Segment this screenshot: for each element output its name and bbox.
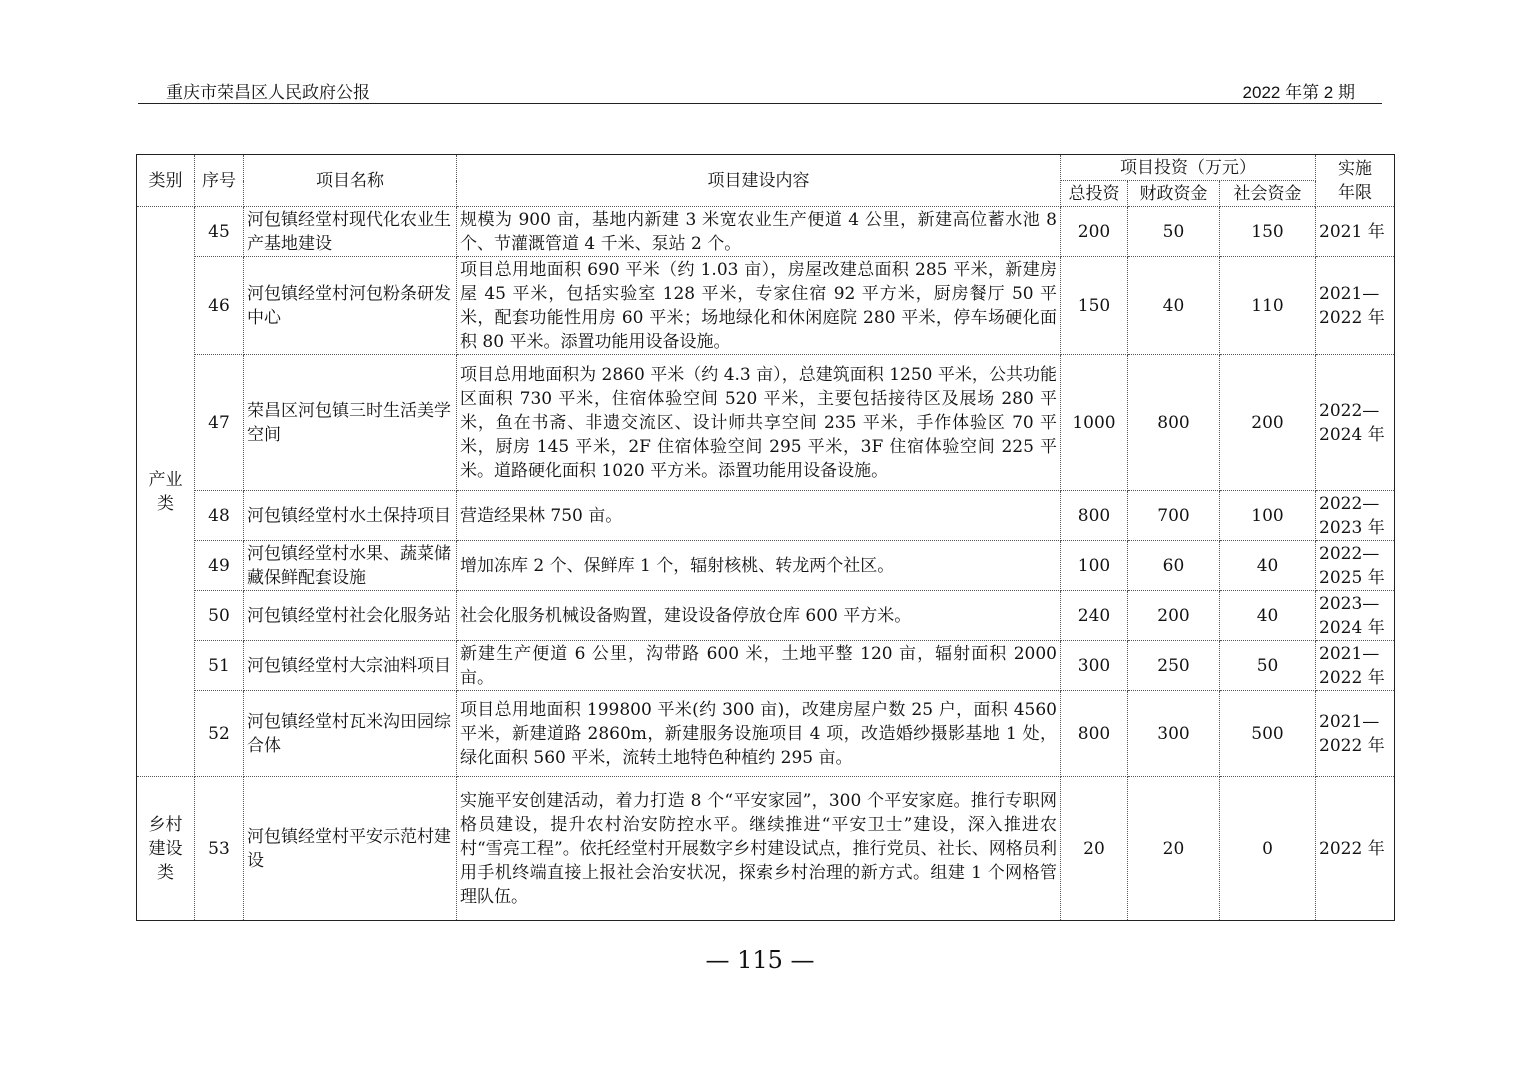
total-investment: 800 <box>1061 691 1128 777</box>
table-body <box>137 207 1395 921</box>
social-funds: 0 <box>1220 777 1316 921</box>
header-rule <box>138 103 1382 104</box>
social-funds: 110 <box>1220 257 1316 355</box>
fiscal-funds: 200 <box>1128 591 1220 641</box>
project-content: 项目总用地面积为 2860 平米（约 4.3 亩），总建筑面积 1250 平米，公共功能区面积 730 平米，住宿体验空间 520 平米，主要包括接待区及展场 280 平米，鱼在书斋、非遗交流区、设计师共享空间 235 平米，手作体验区 70 平米，厨房 145 平米，2F 住宿体验空间 295 平米，3F 住宿体验空间 225 平米。道路硬化面积 1020 平方米。添置功能用设备设施。 <box>457 355 1061 491</box>
header-investment: 项目投资（万元） <box>1061 155 1316 181</box>
project-content: 项目总用地面积 690 平米（约 1.03 亩），房屋改建总面积 285 平米，新建房屋 45 平米，包括实验室 128 平米，专家住宿 92 平方米，厨房餐厅 50 平米，配套功能性用房 60 平米；场地绿化和休闲庭院 280 平米，停车场硬化面积 80 平米。添置功能用设备设施。 <box>457 257 1061 355</box>
project-name: 荣昌区河包镇三时生活美学空间 <box>244 355 457 491</box>
table-row <box>137 777 1395 921</box>
table-row <box>137 641 1395 691</box>
header-number: 序号 <box>195 155 244 207</box>
project-name: 河包镇经堂村水果、蔬菜储藏保鲜配套设施 <box>244 541 457 591</box>
row-number: 52 <box>195 691 244 777</box>
total-investment: 1000 <box>1061 355 1128 491</box>
row-number: 48 <box>195 491 244 541</box>
row-number: 49 <box>195 541 244 591</box>
fiscal-funds: 40 <box>1128 257 1220 355</box>
row-number: 50 <box>195 591 244 641</box>
row-number: 47 <box>195 355 244 491</box>
category-cell: 产业类 <box>137 207 195 777</box>
fiscal-funds: 250 <box>1128 641 1220 691</box>
social-funds: 200 <box>1220 355 1316 491</box>
implementation-period: 2022—2024 年 <box>1316 355 1395 491</box>
category-cell: 乡村建设类 <box>137 777 195 921</box>
project-name: 河包镇经堂村瓦米沟田园综合体 <box>244 691 457 777</box>
fiscal-funds: 60 <box>1128 541 1220 591</box>
header-period: 实施年限 <box>1316 155 1395 207</box>
project-name: 河包镇经堂村大宗油料项目 <box>244 641 457 691</box>
project-content: 社会化服务机械设备购置，建设设备停放仓库 600 平方米。 <box>457 591 1061 641</box>
fiscal-funds: 700 <box>1128 491 1220 541</box>
social-funds: 40 <box>1220 541 1316 591</box>
implementation-period: 2021—2022 年 <box>1316 641 1395 691</box>
table-row <box>137 491 1395 541</box>
implementation-period: 2021—2022 年 <box>1316 257 1395 355</box>
header-category: 类别 <box>137 155 195 207</box>
project-content: 实施平安创建活动，着力打造 8 个“平安家园”，300 个平安家庭。推行专职网格员建设，提升农村治安防控水平。继续推进“平安卫士”建设，深入推进农村“雪亮工程”。依托经堂村开展数字乡村建设试点，推行党员、社长、网格员利用手机终端直接上报社会治安状况，探索乡村治理的新方式。组建 1 个网格管理队伍。 <box>457 777 1061 921</box>
header-name: 项目名称 <box>244 155 457 207</box>
project-content: 新建生产便道 6 公里，沟带路 600 米，土地平整 120 亩，辐射面积 2000 亩。 <box>457 641 1061 691</box>
project-content: 规模为 900 亩，基地内新建 3 米宽农业生产便道 4 公里，新建高位蓄水池 8 个、节灌溉管道 4 千米、泵站 2 个。 <box>457 207 1061 257</box>
project-name: 河包镇经堂村水土保持项目 <box>244 491 457 541</box>
table-row <box>137 207 1395 257</box>
header-total: 总投资 <box>1061 181 1128 207</box>
table-row <box>137 355 1395 491</box>
project-content: 增加冻库 2 个、保鲜库 1 个，辐射核桃、转龙两个社区。 <box>457 541 1061 591</box>
total-investment: 800 <box>1061 491 1128 541</box>
project-name: 河包镇经堂村现代化农业生产基地建设 <box>244 207 457 257</box>
implementation-period: 2022—2025 年 <box>1316 541 1395 591</box>
implementation-period: 2022 年 <box>1316 777 1395 921</box>
fiscal-funds: 20 <box>1128 777 1220 921</box>
fiscal-funds: 800 <box>1128 355 1220 491</box>
project-content: 项目总用地面积 199800 平米(约 300 亩)，改建房屋户数 25 户，面积 4560 平米，新建道路 2860m，新建服务设施项目 4 项，改造婚纱摄影基地 1 处，绿化面积 560 平米，流转土地特色种植约 295 亩。 <box>457 691 1061 777</box>
social-funds: 50 <box>1220 641 1316 691</box>
social-funds: 40 <box>1220 591 1316 641</box>
row-number: 45 <box>195 207 244 257</box>
implementation-period: 2022—2023 年 <box>1316 491 1395 541</box>
project-name: 河包镇经堂村河包粉条研发中心 <box>244 257 457 355</box>
header-fiscal: 财政资金 <box>1128 181 1220 207</box>
total-investment: 150 <box>1061 257 1128 355</box>
page-number: — 115 — <box>705 946 815 974</box>
issue-number: 2022 年第 2 期 <box>1242 83 1355 102</box>
social-funds: 500 <box>1220 691 1316 777</box>
table-row <box>137 257 1395 355</box>
row-number: 51 <box>195 641 244 691</box>
header-social: 社会资金 <box>1220 181 1316 207</box>
implementation-period: 2021—2022 年 <box>1316 691 1395 777</box>
table-row <box>137 591 1395 641</box>
social-funds: 100 <box>1220 491 1316 541</box>
table-row <box>137 541 1395 591</box>
table-row <box>137 691 1395 777</box>
fiscal-funds: 50 <box>1128 207 1220 257</box>
implementation-period: 2021 年 <box>1316 207 1395 257</box>
total-investment: 20 <box>1061 777 1128 921</box>
project-name: 河包镇经堂村平安示范村建设 <box>244 777 457 921</box>
total-investment: 240 <box>1061 591 1128 641</box>
total-investment: 100 <box>1061 541 1128 591</box>
implementation-period: 2023—2024 年 <box>1316 591 1395 641</box>
project-content: 营造经果林 750 亩。 <box>457 491 1061 541</box>
total-investment: 300 <box>1061 641 1128 691</box>
row-number: 46 <box>195 257 244 355</box>
social-funds: 150 <box>1220 207 1316 257</box>
project-name: 河包镇经堂村社会化服务站 <box>244 591 457 641</box>
header-content: 项目建设内容 <box>457 155 1061 207</box>
project-table <box>136 154 1395 921</box>
bulletin-title: 重庆市荣昌区人民政府公报 <box>166 83 370 103</box>
fiscal-funds: 300 <box>1128 691 1220 777</box>
total-investment: 200 <box>1061 207 1128 257</box>
row-number: 53 <box>195 777 244 921</box>
